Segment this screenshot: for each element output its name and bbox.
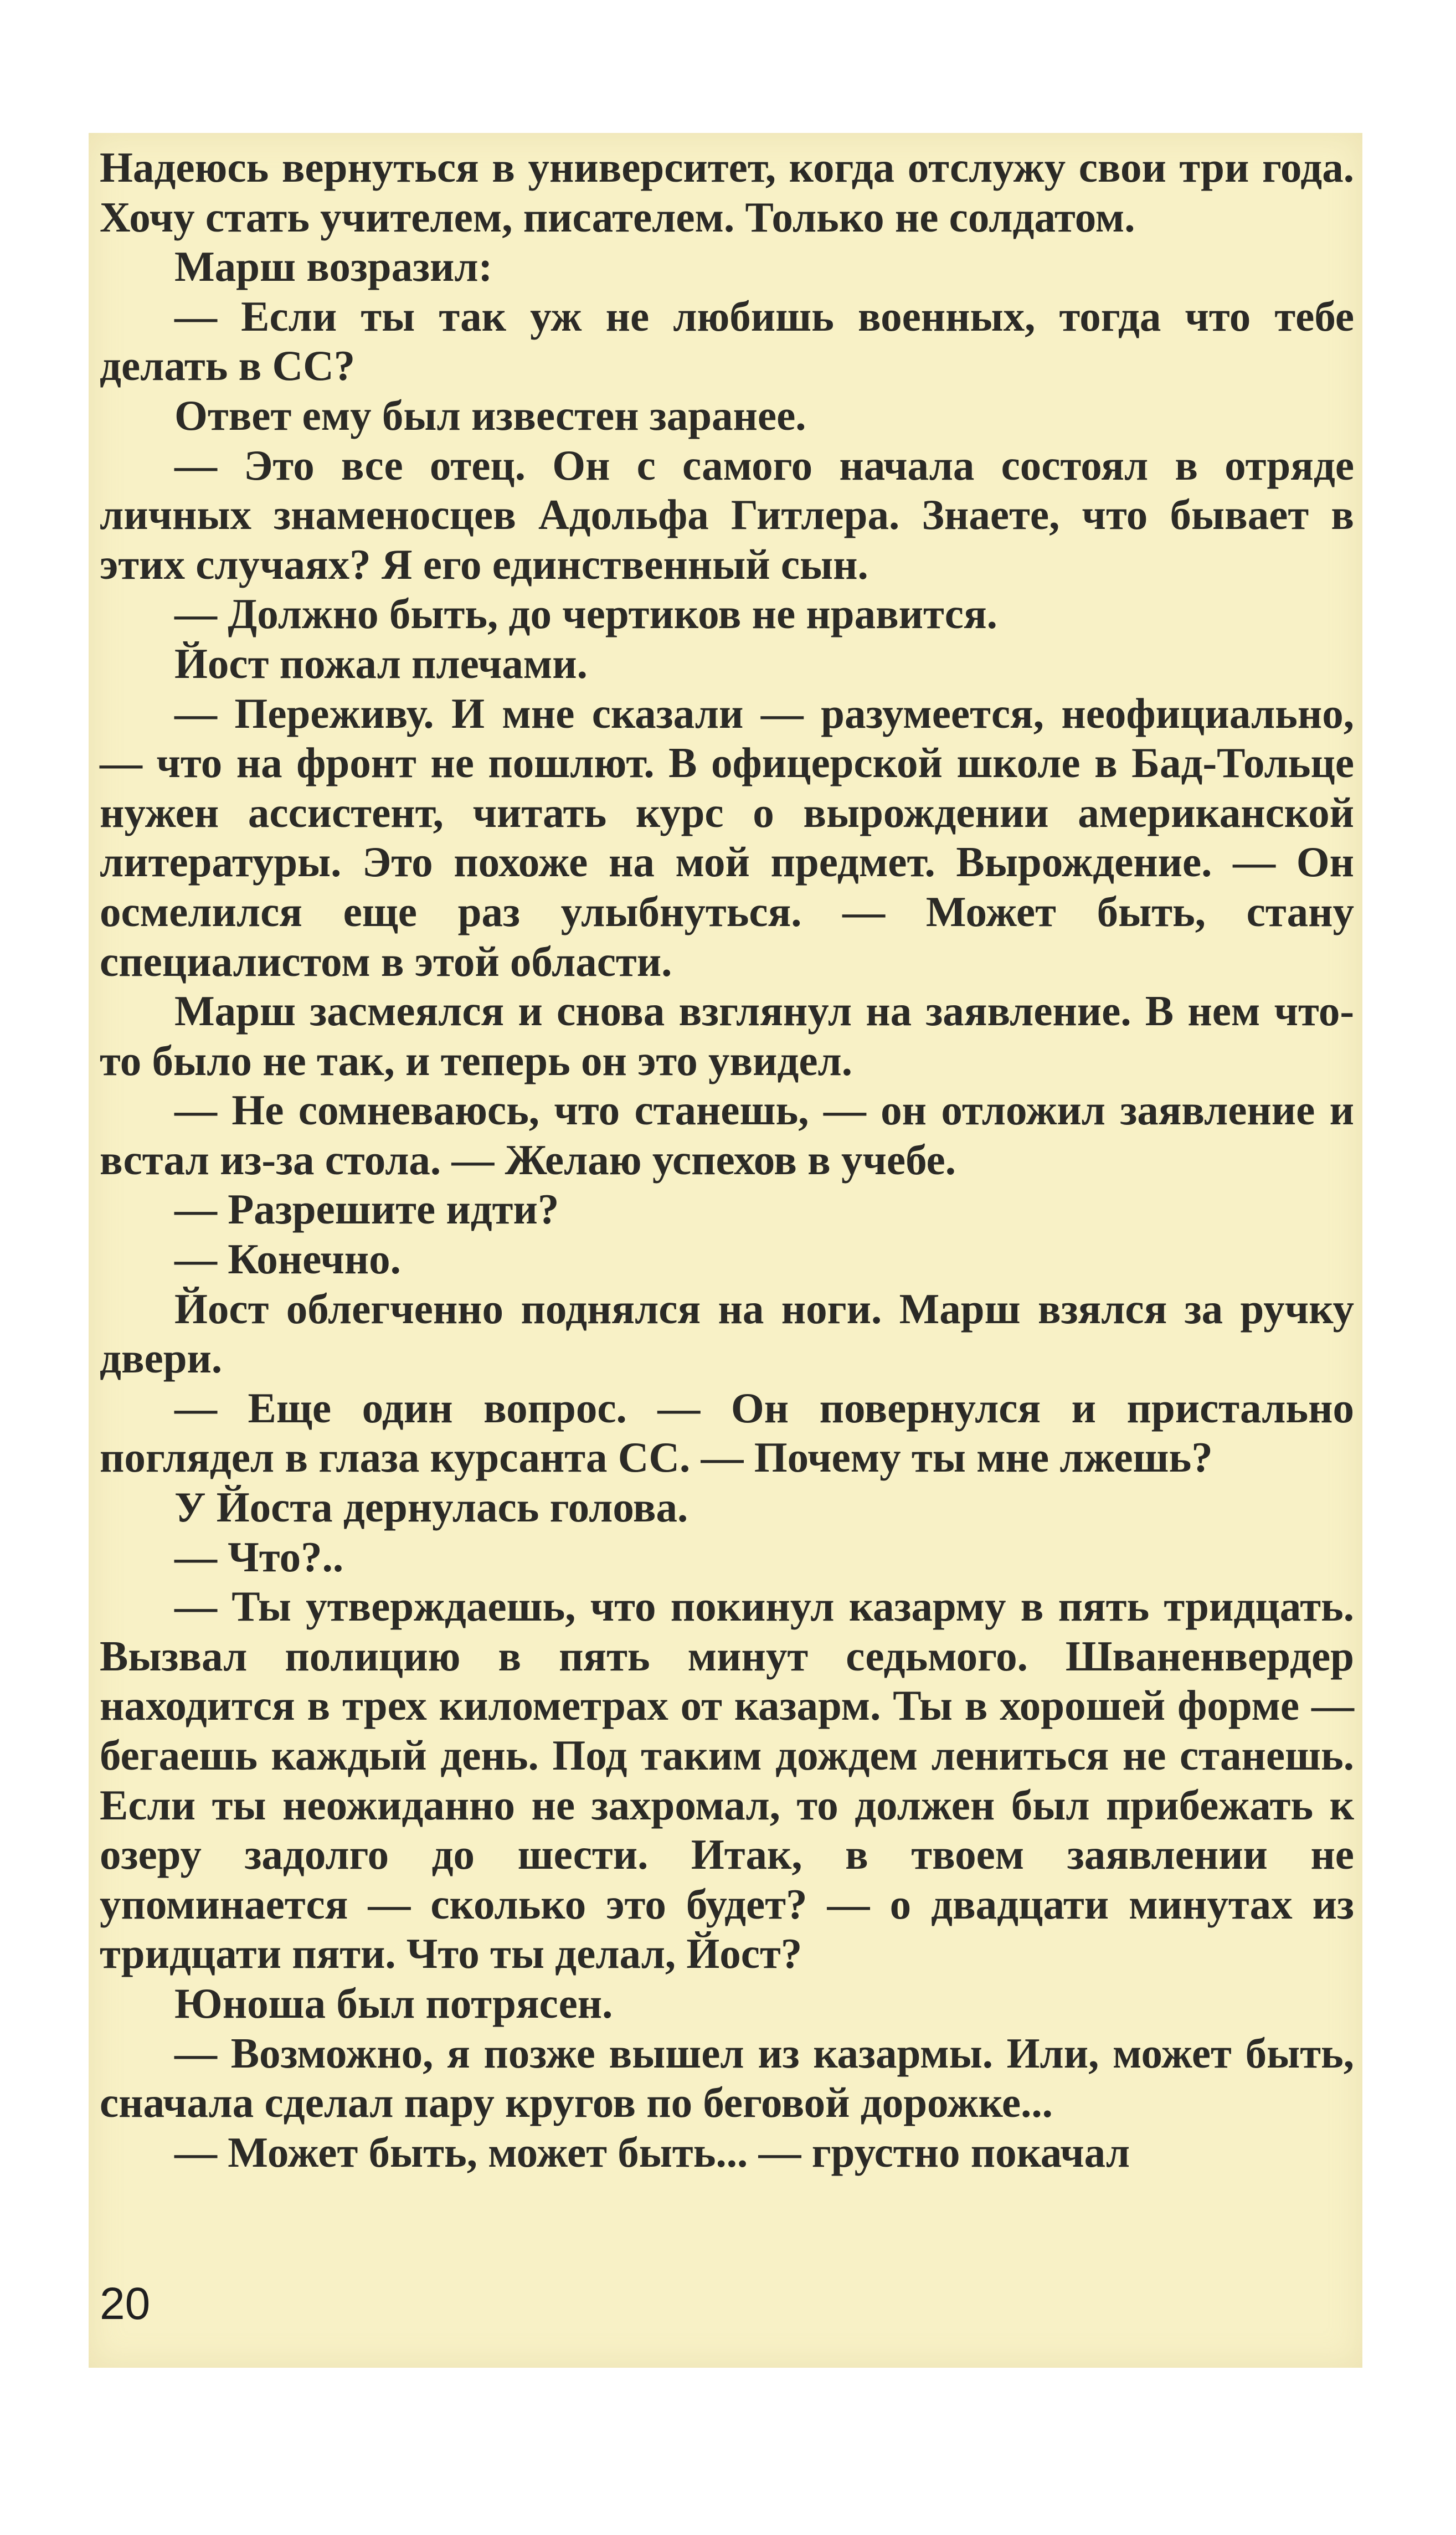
paragraph-4: Ответ ему был известен заранее. bbox=[174, 391, 806, 439]
paragraph-1: Надеюсь вернуться в университет, когда отслужу свои три года. Хочу стать учителем, писателем. Только не солдатом. bbox=[100, 143, 1354, 241]
paragraph-11: — Разрешите идти? bbox=[174, 1185, 559, 1233]
paragraph-9: Марш засмеялся и снова взглянул на заявление. В нем что-то было не так, и теперь он это увидел. bbox=[100, 987, 1354, 1084]
paragraph-20: — Может быть, может быть... — грустно покачал bbox=[174, 2128, 1130, 2176]
paragraph-6: — Должно быть, до чертиков не нравится. bbox=[174, 590, 997, 638]
paragraph-5: — Это все отец. Он с самого начала состоял в отряде личных знаменосцев Адольфа Гитлера. Знаете, что бывает в этих случаях? Я его единственный сын. bbox=[100, 441, 1354, 588]
paragraph-2: Марш возразил: bbox=[174, 243, 493, 291]
paragraph-3: — Если ты так уж не любишь военных, тогда что тебе делать в СС? bbox=[100, 292, 1354, 390]
paragraph-17: — Ты утверждаешь, что покинул казарму в пять тридцать. Вызвал полицию в пять минут седьмого. Шваненвердер находится в трех километрах от казарм. Ты в хорошей форме — бегаешь каждый день. Под таким дождем лениться не станешь. Если ты неожиданно не захромал, то должен был прибежать к озеру задолго до шести. Итак, в твоем заявлении не упоминается — сколько это будет? — о двадцати минутах из тридцати пяти. Что ты делал, Йост? bbox=[100, 1582, 1354, 1978]
paragraph-19: — Возможно, я позже вышел из казармы. Или, может быть, сначала сделал пару кругов по беговой дорожке... bbox=[100, 2029, 1354, 2127]
paragraph-7: Йост пожал плечами. bbox=[174, 639, 588, 687]
paragraph-14: — Еще один вопрос. — Он повернулся и пристально поглядел в глаза курсанта СС. — Почему ты мне лжешь? bbox=[100, 1384, 1354, 1482]
paragraph-18: Юноша был потрясен. bbox=[174, 1979, 613, 2027]
page-number: 20 bbox=[100, 2279, 151, 2329]
paragraph-13: Йост облегченно поднялся на ноги. Марш взялся за ручку двери. bbox=[100, 1284, 1354, 1382]
paragraph-12: — Конечно. bbox=[174, 1235, 401, 1283]
paragraph-16: — Что?.. bbox=[174, 1533, 344, 1581]
page-text bbox=[100, 143, 1354, 2177]
paragraph-10: — Не сомневаюсь, что станешь, — он отложил заявление и встал из-за стола. — Желаю успехов в учебе. bbox=[100, 1086, 1354, 1184]
paragraph-15: У Йоста дернулась голова. bbox=[174, 1483, 688, 1531]
paragraph-8: — Переживу. И мне сказали — разумеется, неофициально, — что на фронт не пошлют. В офицерской школе в Бад-Тольце нужен ассистент, читать курс о вырождении американской литературы. Это похоже на мой предмет. Вырождение. — Он осмелился еще раз улыбнуться. — Может быть, стану специалистом в этой области. bbox=[100, 689, 1354, 985]
